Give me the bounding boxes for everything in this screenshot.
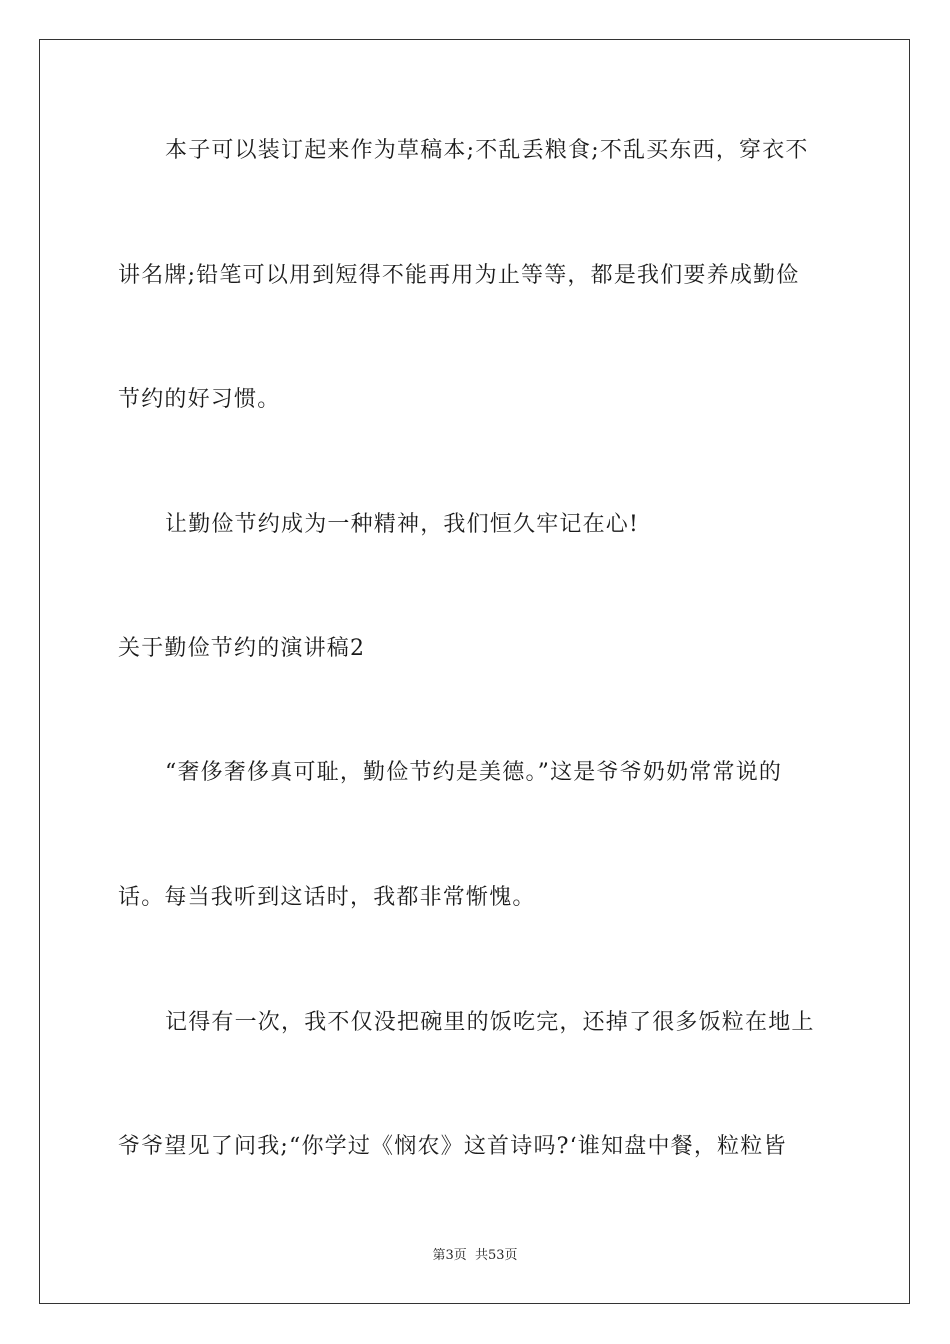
paragraph-line: 让勤俭节约成为一种精神，我们恒久牢记在心!	[165, 512, 640, 537]
total-pages: 共53页	[474, 1248, 518, 1263]
page-footer	[0, 1248, 950, 1264]
paragraph-line: 话。每当我听到这话时，我都非常惭愧。	[118, 885, 536, 910]
paragraph-line: “奢侈奢侈真可耻，勤俭节约是美德。”这是爷爷奶奶常常说的	[165, 760, 783, 785]
paragraph-line: 讲名牌;铅笔可以用到短得不能再用为止等等，都是我们要养成勤俭	[118, 263, 800, 288]
paragraph-line: 记得有一次，我不仅没把碗里的饭吃完，还掉了很多饭粒在地上	[165, 1010, 815, 1035]
paragraph-line: 爷爷望见了问我;“你学过《悯农》这首诗吗?‘谁知盘中餐，粒粒皆	[118, 1134, 787, 1159]
paragraph-line: 节约的好习惯。	[118, 387, 281, 412]
page-border	[39, 39, 910, 1304]
paragraph-line: 本子可以装订起来作为草稿本;不乱丢粮食;不乱买东西，穿衣不	[165, 138, 809, 163]
section-heading: 关于勤俭节约的演讲稿2	[118, 636, 366, 661]
page-number: 第3页	[432, 1248, 467, 1263]
